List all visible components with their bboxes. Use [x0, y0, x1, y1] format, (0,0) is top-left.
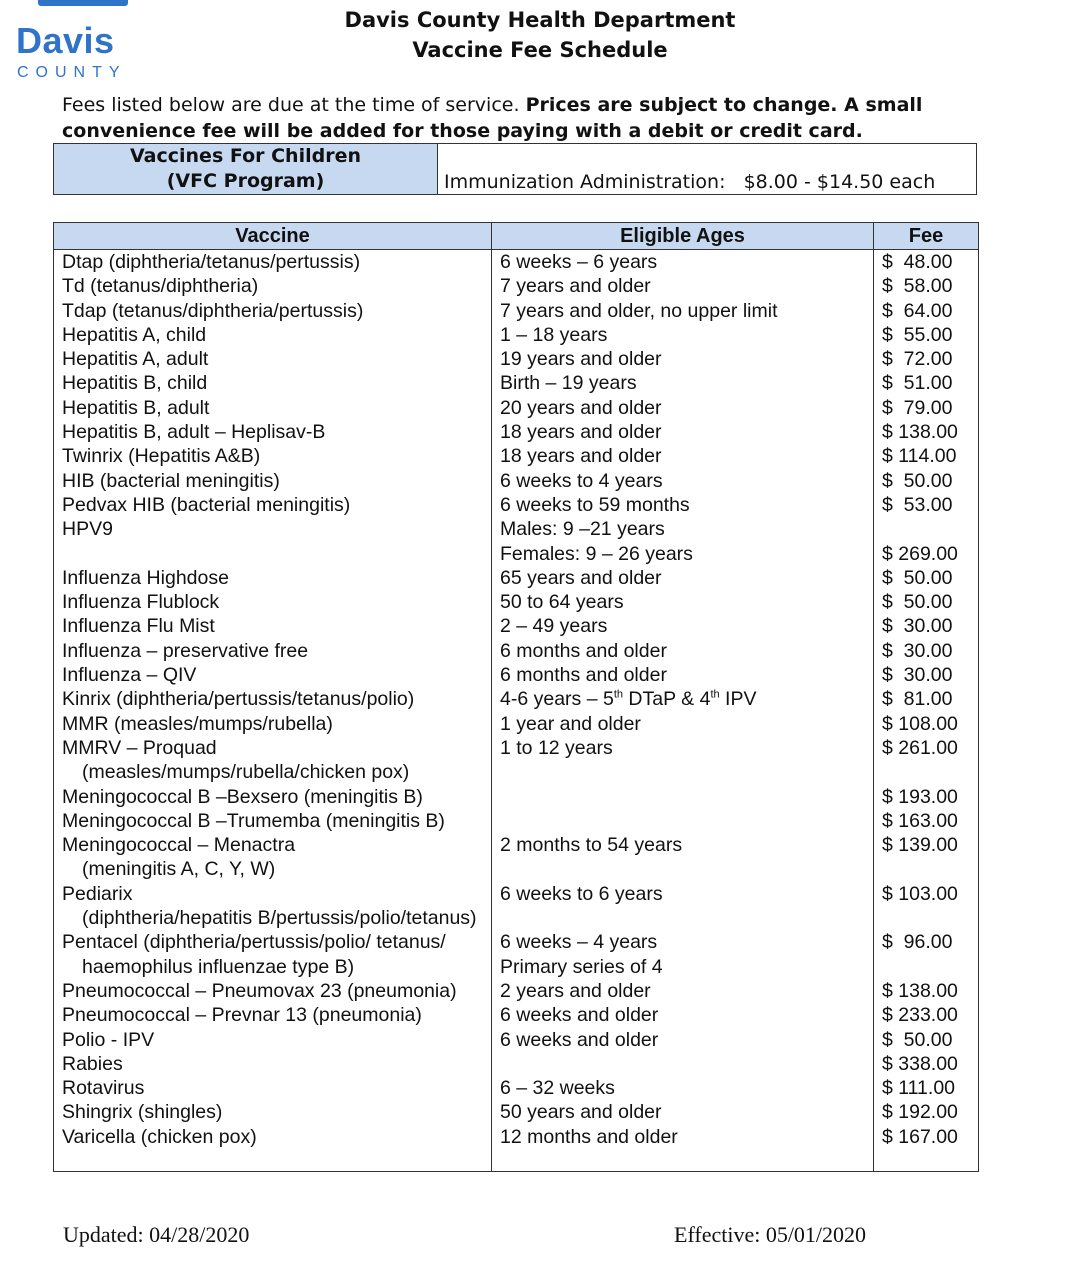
- ages-text: 1 year and older: [500, 712, 641, 735]
- vaccine-name: MMRV – Proquad: [62, 736, 217, 759]
- ages-text: 7 years and older: [500, 275, 651, 298]
- table-row: [54, 371, 979, 395]
- fee-cell: [874, 979, 979, 1003]
- ages-cell: [492, 590, 874, 614]
- ages-text: Males: 9 –21 years: [500, 518, 665, 541]
- ages-cell: [492, 882, 874, 931]
- ages-text: 65 years and older: [500, 566, 662, 589]
- fee-cell: [874, 590, 979, 614]
- ages-text: 1 to 12 years: [500, 736, 613, 759]
- table-row: [54, 663, 979, 687]
- vaccine-name: Rabies: [62, 1052, 123, 1075]
- table-row: [54, 493, 979, 517]
- fee-cell: [874, 493, 979, 517]
- table-row: [54, 1052, 979, 1076]
- ages-cell: [492, 712, 874, 736]
- fee-amount: $ 114.00: [882, 445, 957, 468]
- fee-cell: [874, 639, 979, 663]
- vaccine-name: Hepatitis A, adult: [62, 348, 209, 371]
- fee-amount: $ 338.00: [882, 1052, 958, 1075]
- fee-cell: [874, 663, 979, 687]
- fee-amount: $ 269.00: [882, 542, 958, 565]
- fee-cell: [874, 712, 979, 736]
- ages-cell: [492, 420, 874, 444]
- fee-amount: $ 138.00: [882, 421, 958, 444]
- fee-amount: $ 48.00: [882, 251, 953, 273]
- ages-text: th: [710, 688, 720, 701]
- vaccine-detail: (meningitis A, C, Y, W): [82, 858, 276, 881]
- ages-text: 6 weeks to 59 months: [500, 493, 690, 516]
- vaccine-name: Dtap (diphtheria/tetanus/pertussis): [62, 251, 361, 273]
- vaccine-cell: [54, 1100, 492, 1124]
- vaccine-cell: [54, 1125, 492, 1149]
- ages-text: 1 – 18 years: [500, 323, 608, 346]
- ages-cell: [492, 614, 874, 638]
- ages-cell: [492, 930, 874, 979]
- vaccine-name: Twinrix (Hepatitis A&B): [62, 445, 261, 468]
- fee-cell: [874, 274, 979, 298]
- ages-cell: [492, 639, 874, 663]
- vaccine-detail: (measles/mumps/rubella/chicken pox): [82, 761, 410, 784]
- fee-amount: $ 51.00: [882, 372, 953, 395]
- ages-cell: [492, 1028, 874, 1052]
- fee-amount: $ 103.00: [882, 882, 958, 905]
- fee-cell: [874, 371, 979, 395]
- fee-cell: [874, 1028, 979, 1052]
- ages-text: 6 weeks and older: [500, 1004, 659, 1027]
- vfc-admin-fee: Immunization Administration: $8.00 - $14.50 each: [444, 171, 936, 193]
- ages-text: 19 years and older: [500, 348, 662, 371]
- table-row: [54, 420, 979, 444]
- vaccine-name: Kinrix (diphtheria/pertussis/tetanus/polio): [62, 688, 415, 711]
- vaccine-cell: [54, 420, 492, 444]
- fee-cell: [874, 882, 979, 931]
- vaccine-cell: [54, 882, 492, 931]
- ages-cell: [492, 785, 874, 809]
- fee-amount: $ 55.00: [882, 323, 953, 346]
- fee-amount: $ 50.00: [882, 469, 953, 492]
- vaccine-name: MMR (measles/mumps/rubella): [62, 712, 333, 735]
- vaccine-cell: [54, 444, 492, 468]
- fee-amount: $ 233.00: [882, 1004, 958, 1027]
- ages-text: 4-6 years – 5: [500, 688, 614, 711]
- vaccine-cell: [54, 1076, 492, 1100]
- vaccine-cell: [54, 590, 492, 614]
- fee-cell: [874, 250, 979, 275]
- ages-text: 50 years and older: [500, 1101, 662, 1124]
- vaccine-name: Shingrix (shingles): [62, 1101, 223, 1124]
- ages-text: Birth – 19 years: [500, 372, 637, 395]
- table-row: [54, 347, 979, 371]
- ages-cell: [492, 396, 874, 420]
- table-row: [54, 1076, 979, 1100]
- table-row: [54, 736, 979, 785]
- fee-amount: $ 53.00: [882, 493, 953, 516]
- vaccine-cell: [54, 299, 492, 323]
- vaccine-name: HIB (bacterial meningitis): [62, 469, 280, 492]
- blank-cell: [874, 1149, 979, 1172]
- table-header-row: [54, 223, 979, 250]
- page-title: Davis County Health Department: [344, 8, 736, 32]
- table-row: [54, 1028, 979, 1052]
- vaccine-name: Hepatitis A, child: [62, 323, 207, 346]
- vaccine-name: Influenza Flublock: [62, 591, 220, 614]
- vaccine-name: Td (tetanus/diphtheria): [62, 275, 259, 298]
- fee-amount: $ 50.00: [882, 566, 953, 589]
- table-row: [54, 1003, 979, 1027]
- ages-cell: [492, 566, 874, 590]
- ages-cell: [492, 1052, 874, 1076]
- vaccine-name: Influenza Flu Mist: [62, 615, 215, 638]
- table-row: [54, 1125, 979, 1149]
- fee-cell: [874, 930, 979, 979]
- ages-cell: [492, 663, 874, 687]
- ages-cell: [492, 371, 874, 395]
- vaccine-cell: [54, 614, 492, 638]
- table-row: [54, 979, 979, 1003]
- fee-amount: $ 72.00: [882, 348, 953, 371]
- vfc-label-line1: Vaccines For Children: [130, 145, 361, 167]
- vaccine-cell: [54, 736, 492, 785]
- vfc-label-line2: (VFC Program): [166, 170, 325, 192]
- fee-amount: $ 138.00: [882, 979, 958, 1002]
- fee-cell: [874, 566, 979, 590]
- vaccine-name: Tdap (tetanus/diphtheria/pertussis): [62, 299, 364, 322]
- ages-text: 18 years and older: [500, 421, 662, 444]
- fee-cell: [874, 1052, 979, 1076]
- fee-cell: [874, 1003, 979, 1027]
- fee-cell: [874, 785, 979, 809]
- fee-cell: [874, 614, 979, 638]
- table-row: [54, 930, 979, 979]
- blank-cell: [54, 1149, 492, 1172]
- vaccine-cell: [54, 1028, 492, 1052]
- ages-text: 6 – 32 weeks: [500, 1077, 615, 1100]
- vaccine-name: Pentacel (diphtheria/pertussis/polio/ tetanus/: [62, 931, 446, 954]
- ages-cell: [492, 1100, 874, 1124]
- ages-cell: [492, 979, 874, 1003]
- vaccine-name: Polio - IPV: [62, 1028, 155, 1051]
- vaccine-cell: [54, 833, 492, 882]
- ages-text: IPV: [719, 688, 757, 711]
- fee-amount: $ 81.00: [882, 688, 953, 711]
- fee-cell: [874, 396, 979, 420]
- vaccine-cell: [54, 1052, 492, 1076]
- vaccine-name: Hepatitis B, adult – Heplisav-B: [62, 421, 326, 444]
- table-row: [54, 590, 979, 614]
- fee-amount: $ 261.00: [882, 736, 958, 759]
- notice-bold: Prices are subject to change. A small convenience fee will be added for those paying with a debit or credit card.: [62, 94, 923, 142]
- ages-text: 2 years and older: [500, 979, 651, 1002]
- vaccine-cell: [54, 639, 492, 663]
- ages-text: 7 years and older, no upper limit: [500, 299, 778, 322]
- fee-cell: [874, 687, 979, 711]
- vaccine-detail: (diphtheria/hepatitis B/pertussis/polio/tetanus): [82, 907, 477, 930]
- logo-accent-bar: [38, 0, 128, 6]
- ages-cell: [492, 444, 874, 468]
- vaccine-cell: [54, 469, 492, 493]
- ages-text: 6 months and older: [500, 664, 667, 687]
- table-row: [54, 809, 979, 833]
- ages-cell: [492, 347, 874, 371]
- vaccine-cell: [54, 785, 492, 809]
- vaccine-cell: [54, 687, 492, 711]
- ages-text: 6 months and older: [500, 639, 667, 662]
- column-header-ages: Eligible Ages: [492, 223, 874, 250]
- ages-cell: [492, 833, 874, 882]
- vaccine-name: Meningococcal – Menactra: [62, 834, 296, 857]
- vaccine-name: Pneumococcal – Pneumovax 23 (pneumonia): [62, 979, 457, 1002]
- vaccine-name: Hepatitis B, child: [62, 372, 208, 395]
- ages-cell: [492, 1003, 874, 1027]
- notice-normal: Fees listed below are due at the time of service.: [62, 94, 520, 116]
- table-row: [54, 687, 979, 711]
- fee-amount: $ 50.00: [882, 1028, 953, 1051]
- ages-text: Primary series of 4: [500, 955, 663, 978]
- fee-cell: [874, 809, 979, 833]
- table-row: [54, 639, 979, 663]
- ages-cell: [492, 1125, 874, 1149]
- fee-cell: [874, 299, 979, 323]
- column-header-vaccine: Vaccine: [54, 223, 492, 250]
- vaccine-name: HPV9: [62, 518, 113, 541]
- fee-notice: [62, 92, 942, 144]
- vaccine-cell: [54, 1003, 492, 1027]
- fee-amount: $ 111.00: [882, 1077, 956, 1100]
- vaccine-name: Pedvax HIB (bacterial meningitis): [62, 493, 351, 516]
- fee-amount: $ 50.00: [882, 591, 953, 614]
- vaccine-name: Influenza Highdose: [62, 566, 229, 589]
- fee-amount: $ 192.00: [882, 1101, 958, 1124]
- ages-text: th: [613, 688, 623, 701]
- ages-text: 6 weeks to 4 years: [500, 469, 663, 492]
- table-row: [54, 250, 979, 275]
- fee-amount: $ 163.00: [882, 809, 958, 832]
- ages-cell: [492, 493, 874, 517]
- fee-amount: $ 30.00: [882, 615, 953, 638]
- vaccine-name: Pediarix: [62, 882, 133, 905]
- vfc-label: [54, 144, 438, 194]
- fee-amount: $ 167.00: [882, 1125, 958, 1148]
- ages-cell: [492, 687, 874, 711]
- ages-cell: [492, 274, 874, 298]
- vaccine-cell: [54, 371, 492, 395]
- table-row: [54, 882, 979, 931]
- fee-amount: $ 58.00: [882, 275, 953, 298]
- table-row: [54, 274, 979, 298]
- vfc-box: [53, 143, 977, 195]
- table-blank-row: [54, 1149, 979, 1172]
- ages-cell: [492, 1076, 874, 1100]
- ages-text: 6 weeks and older: [500, 1028, 659, 1051]
- ages-text: 6 weeks to 6 years: [500, 882, 663, 905]
- fee-cell: [874, 517, 979, 566]
- county-logo: Davis: [16, 20, 115, 61]
- ages-cell: [492, 469, 874, 493]
- table-row: [54, 1100, 979, 1124]
- county-logo-subtitle: COUNTY: [17, 64, 127, 81]
- table-row: [54, 614, 979, 638]
- ages-text: 50 to 64 years: [500, 591, 624, 614]
- ages-text: 12 months and older: [500, 1125, 678, 1148]
- table-row: [54, 299, 979, 323]
- blank-cell: [492, 1149, 874, 1172]
- ages-cell: [492, 323, 874, 347]
- table-row: [54, 712, 979, 736]
- fee-cell: [874, 833, 979, 882]
- fee-amount: $ 96.00: [882, 931, 953, 954]
- ages-text: 2 – 49 years: [500, 615, 608, 638]
- vaccine-name: Rotavirus: [62, 1077, 145, 1100]
- fee-amount: $ 79.00: [882, 396, 953, 419]
- fee-amount: $ 30.00: [882, 664, 953, 687]
- vaccine-cell: [54, 323, 492, 347]
- fee-amount: $ 193.00: [882, 785, 958, 808]
- vaccine-name: Pneumococcal – Prevnar 13 (pneumonia): [62, 1004, 422, 1027]
- page-subtitle: Vaccine Fee Schedule: [412, 38, 668, 62]
- vaccine-cell: [54, 979, 492, 1003]
- fee-table: [53, 222, 979, 1172]
- fee-amount: $ 64.00: [882, 299, 953, 322]
- vaccine-cell: [54, 250, 492, 275]
- fee-cell: [874, 1100, 979, 1124]
- table-row: [54, 396, 979, 420]
- fee-amount: $ 30.00: [882, 639, 953, 662]
- table-row: [54, 444, 979, 468]
- fee-cell: [874, 736, 979, 785]
- vaccine-name: Influenza – QIV: [62, 664, 197, 687]
- fee-cell: [874, 469, 979, 493]
- vaccine-cell: [54, 493, 492, 517]
- ages-cell: [492, 299, 874, 323]
- fee-cell: [874, 347, 979, 371]
- vaccine-cell: [54, 517, 492, 566]
- table-row: [54, 469, 979, 493]
- table-row: [54, 566, 979, 590]
- vaccine-cell: [54, 274, 492, 298]
- ages-cell: [492, 250, 874, 275]
- vaccine-name: Hepatitis B, adult: [62, 396, 210, 419]
- fee-cell: [874, 420, 979, 444]
- ages-text: 2 months to 54 years: [500, 834, 683, 857]
- fee-amount: $ 139.00: [882, 834, 958, 857]
- vaccine-name: Varicella (chicken pox): [62, 1125, 257, 1148]
- vaccine-cell: [54, 663, 492, 687]
- vaccine-detail: haemophilus influenzae type B): [82, 955, 355, 978]
- table-row: [54, 323, 979, 347]
- updated-date: Updated: 04/28/2020: [63, 1222, 250, 1247]
- fee-cell: [874, 323, 979, 347]
- table-row: [54, 517, 979, 566]
- vaccine-name: Influenza – preservative free: [62, 639, 309, 662]
- column-header-fee: Fee: [874, 223, 979, 250]
- ages-text: Females: 9 – 26 years: [500, 542, 693, 565]
- ages-text: 20 years and older: [500, 396, 662, 419]
- vaccine-cell: [54, 712, 492, 736]
- ages-text: 6 weeks – 4 years: [500, 931, 658, 954]
- table-row: [54, 833, 979, 882]
- fee-cell: [874, 1125, 979, 1149]
- ages-text: 18 years and older: [500, 445, 662, 468]
- ages-text: 6 weeks – 6 years: [500, 251, 658, 273]
- vaccine-cell: [54, 809, 492, 833]
- table-row: [54, 785, 979, 809]
- ages-cell: [492, 809, 874, 833]
- effective-date: Effective: 05/01/2020: [674, 1222, 867, 1247]
- ages-text: DTaP & 4: [623, 688, 711, 711]
- vaccine-cell: [54, 347, 492, 371]
- fee-cell: [874, 1076, 979, 1100]
- ages-cell: [492, 517, 874, 566]
- fee-cell: [874, 444, 979, 468]
- ages-cell: [492, 736, 874, 785]
- fee-amount: $ 108.00: [882, 712, 958, 735]
- vaccine-name: Meningococcal B –Trumemba (meningitis B): [62, 809, 445, 832]
- vaccine-cell: [54, 930, 492, 979]
- vaccine-cell: [54, 566, 492, 590]
- vaccine-name: Meningococcal B –Bexsero (meningitis B): [62, 785, 423, 808]
- vaccine-cell: [54, 396, 492, 420]
